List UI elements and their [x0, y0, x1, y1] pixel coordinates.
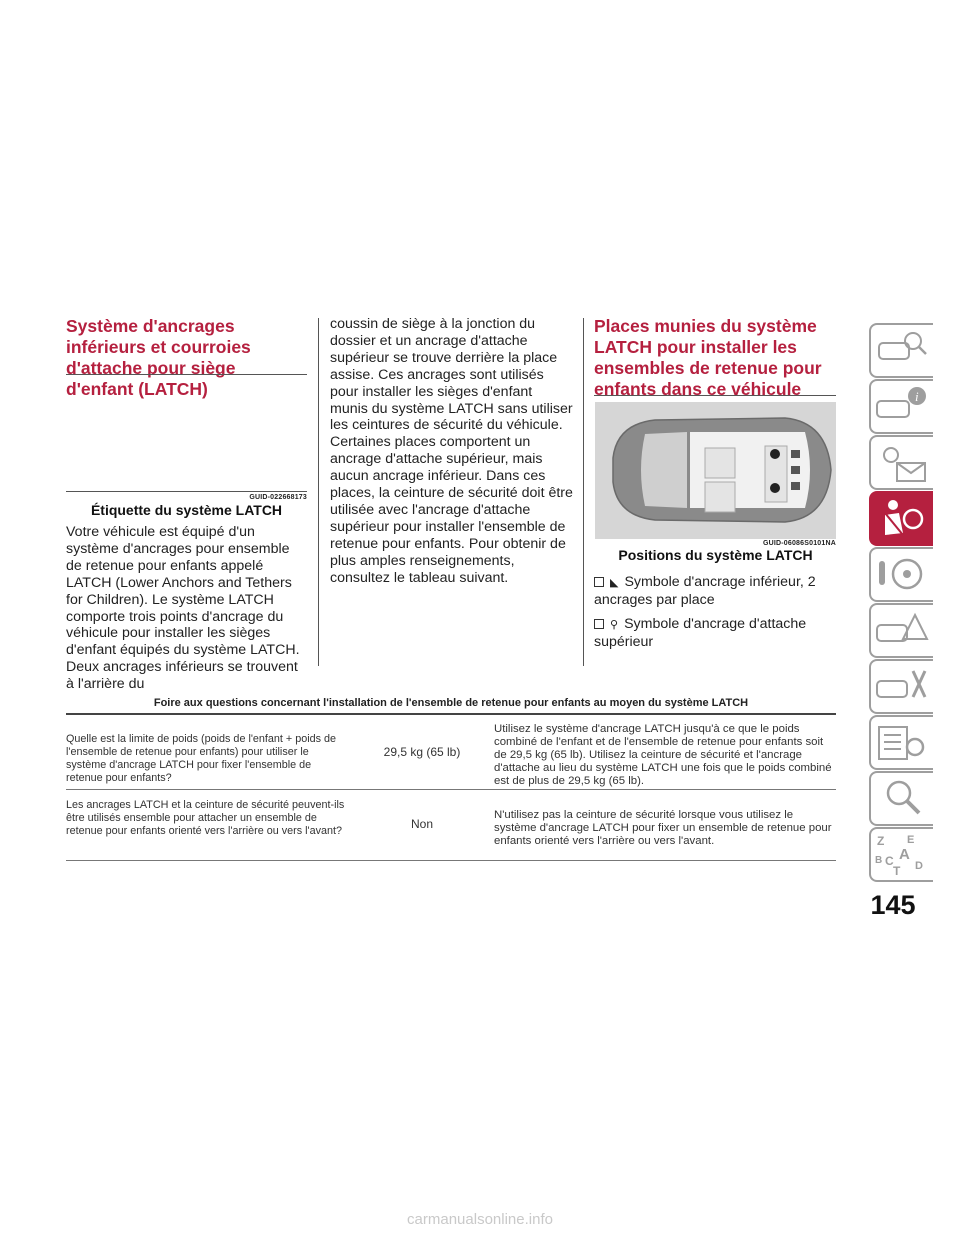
- table-top-rule: [66, 713, 836, 715]
- faq-note-2: N'utilisez pas la ceinture de sécurité lorsque vous utilisez le système d'ancrage LATCH pour fixer un ensemble de retenue pour enfants orienté vers l'arrière ou vers l'avant.: [494, 809, 832, 847]
- column-divider-1: [318, 318, 319, 666]
- sidebar-tab-car-search[interactable]: [869, 323, 933, 378]
- sidebar-tab-servicing[interactable]: [869, 659, 933, 714]
- faq-note-1: Utilisez le système d'ancrage LATCH jusqu'à ce que le poids combiné de l'enfant et de l'ensemble de retenue pour enfants soit de 29,5 kg (65 lb). Utilisez la ceinture de sécurité et l'ancrage d'attache au lieu du système LATCH une fois que le poids combiné est de plus de 29,5 kg (65 lb).: [494, 723, 832, 787]
- section-heading-positions: Places munies du système LATCH pour installer les ensembles de retenue pour enfants dans ce véhicule: [594, 316, 822, 399]
- magnifier-search-icon: [871, 773, 931, 823]
- alphabetical-index-icon: [871, 829, 931, 879]
- index-letter: E: [907, 834, 915, 846]
- warning-lights-message-icon: [871, 437, 931, 487]
- legend-bullet-lower-anchor: ◣ Symbole d'ancrage inférieur, 2 ancrages par place: [594, 574, 816, 608]
- sidebar-tab-starting-driving[interactable]: [869, 547, 933, 602]
- index-letter: D: [915, 860, 923, 872]
- faq-table-title: Foire aux questions concernant l'installation de l'ensemble de retenue pour enfants au moyen du système LATCH: [153, 697, 749, 709]
- sidebar-tab-specifications[interactable]: [869, 715, 933, 770]
- sidebar-tab-warning-lights[interactable]: [869, 435, 933, 490]
- page-number: 145: [870, 890, 916, 920]
- figure-id-right: GUID-06086S0101NA: [762, 540, 836, 547]
- figure-id: GUID-022668173: [249, 494, 307, 501]
- seatbelt-airbag-icon: [871, 493, 931, 543]
- index-letter: Z: [877, 834, 885, 848]
- car-search-icon: [871, 325, 931, 375]
- vehicle-diagram: [595, 402, 836, 539]
- car-hazard-icon: [871, 605, 931, 655]
- table-row-rule: [66, 789, 836, 790]
- latch-intro-paragraph: Votre véhicule est équipé d'un système d'ancrages pour ensemble de retenue pour enfants appelé LATCH (Lower Anchors and Tethers for Children). Le système LATCH comporte trois points d'ancrage du véhicule pour installer les sièges d'enfant équipés du système LATCH. Deux ancrages inférieurs se trouvent à l'arrière du: [66, 524, 300, 693]
- car-service-tools-icon: [871, 661, 931, 711]
- sidebar-tab-index[interactable]: [869, 827, 933, 882]
- latch-continued-paragraph: coussin de siège à la jonction du dossier et un ancrage d'attache supérieur se trouve derrière la place assise. Ces ancrages sont utilisés pour installer les sièges d'enfant munis du système LATCH sans utiliser les ceintures de sécurité du véhicule. Certaines places comportent un ancrage d'attache supérieur, mais aucun ancrage inférieur. Dans ces places, la ceinture de sécurité doit être utilisée avec l'ancrage d'attache supérieur pour installer l'ensemble de retenue pour enfants. Pour obtenir de plus amples renseignements, consultez le tableau suivant.: [330, 316, 573, 586]
- svg-text:i: i: [915, 389, 919, 404]
- figure-top-rule: [66, 491, 307, 492]
- sidebar-tab-car-info[interactable]: [869, 379, 933, 434]
- bullet-box-icon: [594, 577, 604, 587]
- faq-answer-1: 29,5 kg (65 lb): [383, 745, 461, 759]
- lower-anchor-icon: ◣: [610, 577, 619, 589]
- faq-question-2: Les ancrages LATCH et la ceinture de sécurité peuvent-ils être utilisés ensemble pour attacher un ensemble de retenue pour enfants orienté vers l'arrière ou vers l'avant?: [66, 799, 345, 837]
- column-divider-2: [583, 318, 584, 666]
- specifications-list-gear-icon: [871, 717, 931, 767]
- key-steering-wheel-icon: [871, 549, 931, 599]
- watermark-footer: carmanualsonline.info: [407, 1211, 553, 1228]
- heading-underline-right: [594, 395, 836, 396]
- sidebar-tab-emergency[interactable]: [869, 603, 933, 658]
- index-letter: A: [899, 846, 910, 863]
- latch-label-figure: [66, 380, 307, 490]
- top-tether-icon: ⚲: [610, 619, 619, 631]
- faq-answer-2: Non: [410, 817, 433, 831]
- faq-question-1: Quelle est la limite de poids (poids de l'enfant + poids de l'ensemble de retenue pour enfants) pour utiliser le système d'ancrage LATCH pour fixer l'ensemble de retenue pour enfants?: [66, 733, 337, 784]
- index-letter: C: [885, 854, 894, 868]
- legend-bullet-top-tether: ⚲ Symbole d'ancrage d'attache supérieur: [594, 616, 807, 650]
- table-bottom-rule: [66, 860, 836, 861]
- car-info-icon: [871, 381, 931, 431]
- sidebar-tab-search[interactable]: [869, 771, 933, 826]
- figure-caption-right: Positions du système LATCH: [618, 547, 813, 563]
- vehicle-top-view-figure: [595, 402, 836, 539]
- bullet-box-icon: [594, 619, 604, 629]
- heading-underline: [66, 374, 307, 375]
- index-letter: T: [893, 864, 901, 878]
- sidebar-tab-safety[interactable]: [869, 491, 933, 546]
- index-letter: B: [875, 855, 883, 866]
- section-heading-latch: Système d'ancrages inférieurs et courroies d'attache pour siège d'enfant (LATCH): [66, 316, 251, 399]
- figure-caption: Étiquette du système LATCH: [90, 502, 283, 518]
